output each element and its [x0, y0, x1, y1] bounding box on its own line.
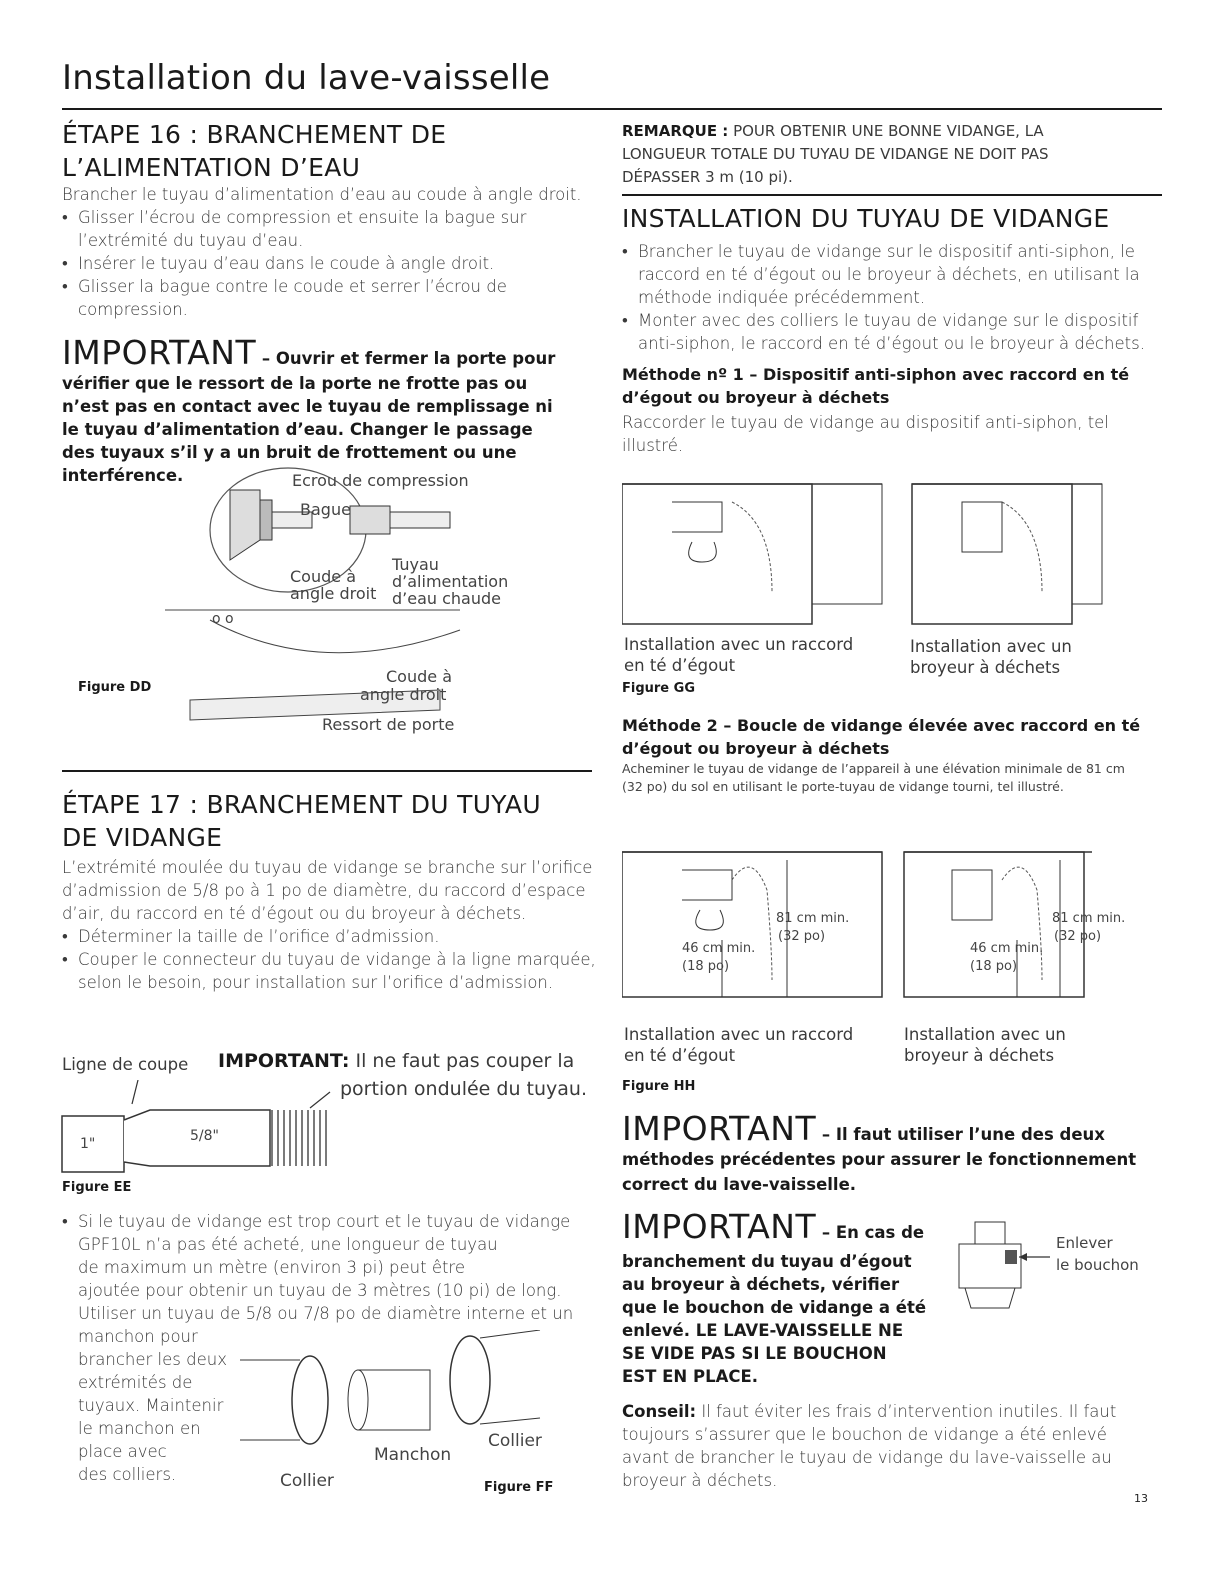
ext-line: manchon pour	[78, 1327, 198, 1346]
important3-line: que le bouchon de vidange a été	[622, 1298, 927, 1317]
gg-left-caption	[624, 634, 853, 676]
step17-heading-l2: DE VIDANGE	[62, 823, 223, 852]
gg-right-caption	[910, 636, 1072, 678]
tip-label: Conseil:	[622, 1402, 697, 1421]
figure-gg-caption: Figure GG	[622, 681, 695, 696]
elbow-fitting	[230, 490, 260, 560]
drain-plug	[1005, 1250, 1017, 1264]
step16-heading	[62, 118, 602, 184]
disposer-top	[975, 1222, 1005, 1244]
remove-plug-l2: le bouchon	[1056, 1256, 1139, 1274]
hh-left-l1: Installation avec un raccord	[624, 1025, 854, 1044]
hh-left-81: 81 cm min.	[776, 911, 850, 926]
size-1in: 1"	[80, 1136, 96, 1152]
step16-body	[62, 183, 602, 321]
figure-hh-caption: Figure HH	[622, 1079, 696, 1094]
hh-left-l2: en té d’égout	[624, 1046, 736, 1065]
figure-ee-important-l1	[218, 1050, 574, 1072]
ext-line: Si le tuyau de vidange est trop court et le tuyau de vidange	[78, 1212, 571, 1231]
sleeve-end	[348, 1370, 368, 1430]
step16-intro: Brancher le tuyau d’alimentation d’eau au coude à angle droit.	[62, 185, 582, 204]
gg-left-l2: en té d’égout	[624, 656, 736, 675]
important2	[622, 1109, 1152, 1197]
list-item: • Monter avec des colliers le tuyau de vidange sur le dispositif anti-siphon, le raccord en té d’égout ou le broyeur à déchets.	[622, 309, 1152, 355]
remarque-text-l3: DÉPASSER 3 m (10 pi).	[622, 168, 793, 186]
corrugated-portion	[272, 1110, 326, 1166]
remarque-text-l2: LONGUEUR TOTALE DU TUYAU DE VIDANGE NE DOIT PAS	[622, 145, 1049, 163]
label-pipe-l1: Tuyau	[392, 555, 439, 574]
extension-bullet: • Si le tuyau de vidange est trop court et le tuyau de vidange GPF10L n’a pas été acheté, une longueur de tuyau de maximum un mètre (environ 3 pi) peut être ajoutée pour obtenir un tuyau de 3 mètres (10 pi) de long. Utiliser un tuyau de 5/8 ou 7/8 po de diamètre interne et un manchon pour brancher les deux extrémités de tuyaux. Maintenir le manchon en place avec des colliers.	[62, 1210, 602, 1486]
page-number: 13	[1134, 1492, 1148, 1505]
important-text: – Ouvrir et fermer la porte pour vérifier que le ressort de la porte ne frotte pas ou n’est pas en contact avec le tuyau de remplissage ni le tuyau d’alimentation d’eau. Changer le passage des tuyaux s’il y a un bruit de frottement ou une interférence.	[62, 349, 556, 485]
ext-line: des colliers.	[78, 1465, 177, 1484]
important2-text: – Il faut utiliser l’une des deux méthodes précédentes pour assurer le fonctionnement correct du lave-vaisselle.	[622, 1125, 1137, 1194]
corrugation-arrow	[310, 1092, 330, 1108]
label-clamp1: Collier	[280, 1471, 334, 1491]
figure-ee-caption: Figure EE	[62, 1180, 132, 1195]
drain-bullets	[622, 240, 1152, 355]
gg-left	[622, 484, 882, 624]
hh-right-l1: Installation avec un	[904, 1025, 1066, 1044]
nut-shape	[260, 500, 272, 540]
gg-left-l1: Installation avec un raccord	[624, 635, 854, 654]
hh-right-l2: broyeur à déchets	[904, 1046, 1055, 1065]
figure-dd-caption: Figure DD	[78, 680, 152, 695]
important3-line: EST EN PLACE.	[622, 1367, 759, 1386]
label-elbow2-l2: angle droit	[360, 685, 447, 704]
figure-hh	[622, 830, 1162, 1030]
remove-plug-label	[1056, 1232, 1139, 1276]
method1-text: Raccorder le tuyau de vidange au dispositif anti-siphon, tel illustré.	[622, 413, 1109, 455]
ext-line: tuyaux. Maintenir	[78, 1396, 224, 1415]
tip	[622, 1400, 1122, 1492]
important3-word: IMPORTANT	[622, 1207, 817, 1246]
label-elbow2-l1: Coude à	[386, 667, 452, 686]
sleeve	[358, 1370, 430, 1430]
hh-right	[904, 852, 1125, 997]
ext-line: de maximum un mètre (environ 3 pi) peut être	[78, 1258, 466, 1277]
ext-line: place avec	[78, 1442, 167, 1461]
hh-left	[622, 852, 882, 997]
remarque-label: REMARQUE :	[622, 122, 729, 140]
mark-oo: o o	[212, 611, 234, 627]
hh-left-caption	[624, 1024, 853, 1066]
clamp-right	[450, 1336, 490, 1424]
hh-left-32: (32 po)	[778, 929, 826, 944]
important-word: IMPORTANT	[62, 333, 257, 372]
disposer-figure	[955, 1220, 1065, 1312]
hh-right-18: (18 po)	[970, 959, 1018, 974]
step17-heading	[62, 788, 602, 854]
figure-ff-caption: Figure FF	[484, 1480, 554, 1495]
drain-heading: INSTALLATION DU TUYAU DE VIDANGE	[622, 204, 1110, 233]
tip-text: Il faut éviter les frais d’intervention inutiles. Il faut toujours s’assurer que le bouchon de vidange a été enlevé avant de brancher le tuyau de vidange du lave-vaisselle au broyeur à déchets.	[622, 1402, 1117, 1490]
gg-right-l2: broyeur à déchets	[910, 658, 1061, 677]
step16-heading-l1: ÉTAPE 16 : BRANCHEMENT DE	[62, 120, 447, 149]
hh-left-18: (18 po)	[682, 959, 730, 974]
gg-right-l1: Installation avec un	[910, 637, 1072, 656]
hh-right-81: 81 cm min.	[1052, 911, 1126, 926]
ext-line: extrémités de	[78, 1373, 193, 1392]
hh-right-32: (32 po)	[1054, 929, 1102, 944]
label-pipe-l3: d’eau chaude	[392, 589, 501, 608]
size-58in: 5/8"	[190, 1128, 219, 1144]
hh-right-46: 46 cm min.	[970, 941, 1044, 956]
list-item: • Glisser l’écrou de compression et ensuite la bague sur l’extrémité du tuyau d’eau.	[62, 206, 602, 252]
figure-ff	[240, 1330, 560, 1500]
important3-line: enlevé. LE LAVE-VAISSELLE NE	[622, 1321, 904, 1340]
compression-nut	[350, 506, 390, 534]
ext-line: Utiliser un tuyau de 5/8 ou 7/8 po de diamètre interne et un	[78, 1304, 574, 1323]
label-clamp2: Collier	[488, 1431, 542, 1451]
pipe-shape	[390, 512, 450, 528]
step17-intro: L’extrémité moulée du tuyau de vidange se branche sur l’orifice d’admission de 5/8 po à 1 po de diamètre, du raccord d’espace d’air, du raccord en té d’égout ou du broyeur à déchets.	[62, 858, 593, 923]
hh-left-46: 46 cm min.	[682, 941, 756, 956]
ext-line: brancher les deux	[78, 1350, 227, 1369]
label-nut: Ecrou de compression	[292, 471, 469, 490]
method2-text: Acheminer le tuyau de vidange de l’appareil à une élévation minimale de 81 cm (32 po) du sol en utilisant le porte-tuyau de vidange tourni, tel illustré.	[622, 761, 1125, 794]
step16-heading-l2: L’ALIMENTATION D’EAU	[62, 153, 361, 182]
important2-word: IMPORTANT	[622, 1109, 817, 1148]
hose-right-bottom	[480, 1418, 540, 1424]
label-pipe-l2: d’alimentation	[392, 572, 509, 591]
method1-heading: Méthode nº 1 – Dispositif anti-siphon avec raccord en té d’égout ou broyeur à déchets	[622, 365, 1130, 407]
list-item: • Déterminer la taille de l’orifice d’admission.	[62, 925, 602, 948]
step17-body	[62, 856, 602, 994]
label-cut-line: Ligne de coupe	[62, 1055, 189, 1074]
label-elbow1-l1: Coude à	[290, 567, 356, 586]
figure-ee-important-l2: portion ondulée du tuyau.	[340, 1078, 587, 1100]
clamp-left	[292, 1356, 328, 1444]
label-sleeve: Manchon	[374, 1445, 452, 1465]
important3	[622, 1207, 942, 1388]
important3-line: SE VIDE PAS SI LE BOUCHON	[622, 1344, 887, 1363]
step16-bullets	[62, 206, 602, 321]
figure-ee-important-label: IMPORTANT:	[218, 1050, 350, 1072]
remove-plug-l1: Enlever	[1056, 1234, 1113, 1252]
method2-heading: Méthode 2 – Boucle de vidange élevée avec raccord en té d’égout ou broyeur à déchets	[622, 716, 1141, 758]
step17-heading-l1: ÉTAPE 17 : BRANCHEMENT DU TUYAU	[62, 790, 541, 819]
disposer-base	[965, 1288, 1015, 1308]
list-item: • Insérer le tuyau d’eau dans le coude à angle droit.	[62, 252, 602, 275]
remarque-rule	[622, 194, 1162, 196]
remarque-text-l1: POUR OBTENIR UNE BONNE VIDANGE, LA	[728, 122, 1044, 140]
label-spring: Ressort de porte	[322, 715, 455, 734]
list-item: • Brancher le tuyau de vidange sur le dispositif anti-siphon, le raccord en té d’égout ou le broyeur à déchets, en utilisant la méthode indiquée précédemment.	[622, 240, 1152, 309]
figure-dd	[160, 460, 520, 750]
ext-line: GPF10L n’a pas été acheté, une longueur de tuyau	[78, 1235, 498, 1254]
remarque	[622, 120, 1162, 189]
important3-line: branchement du tuyau d’égout	[622, 1252, 912, 1271]
title-rule	[62, 108, 1162, 110]
ext-line: le manchon en	[78, 1419, 201, 1438]
figure-ee-important-text: Il ne faut pas couper la	[349, 1050, 575, 1072]
step17-bullets	[62, 925, 602, 994]
drain-body	[622, 240, 1152, 355]
ext-line: ajoutée pour obtenir un tuyau de 3 mètres (10 pi) de long.	[78, 1281, 562, 1300]
spring-line	[210, 620, 460, 653]
list-item: • Glisser la bague contre le coude et serrer l’écrou de compression.	[62, 275, 602, 321]
label-ring: Bague	[300, 500, 351, 519]
page-title: Installation du lave-vaisselle	[62, 58, 551, 98]
figure-gg	[622, 462, 1162, 630]
gg-right	[912, 484, 1102, 624]
important3-lead: – En cas de	[816, 1223, 925, 1242]
hose-right-top	[480, 1330, 540, 1338]
section-rule	[62, 770, 592, 772]
cut-arrow	[132, 1080, 138, 1104]
list-item: • Couper le connecteur du tuyau de vidange à la ligne marquée, selon le besoin, pour installation sur l’orifice d’admission.	[62, 948, 602, 994]
hh-right-caption	[904, 1024, 1066, 1066]
label-elbow1-l2: angle droit	[290, 584, 377, 603]
important3-line: au broyeur à déchets, vérifier	[622, 1275, 900, 1294]
figure-ee-drawing	[60, 1080, 360, 1175]
